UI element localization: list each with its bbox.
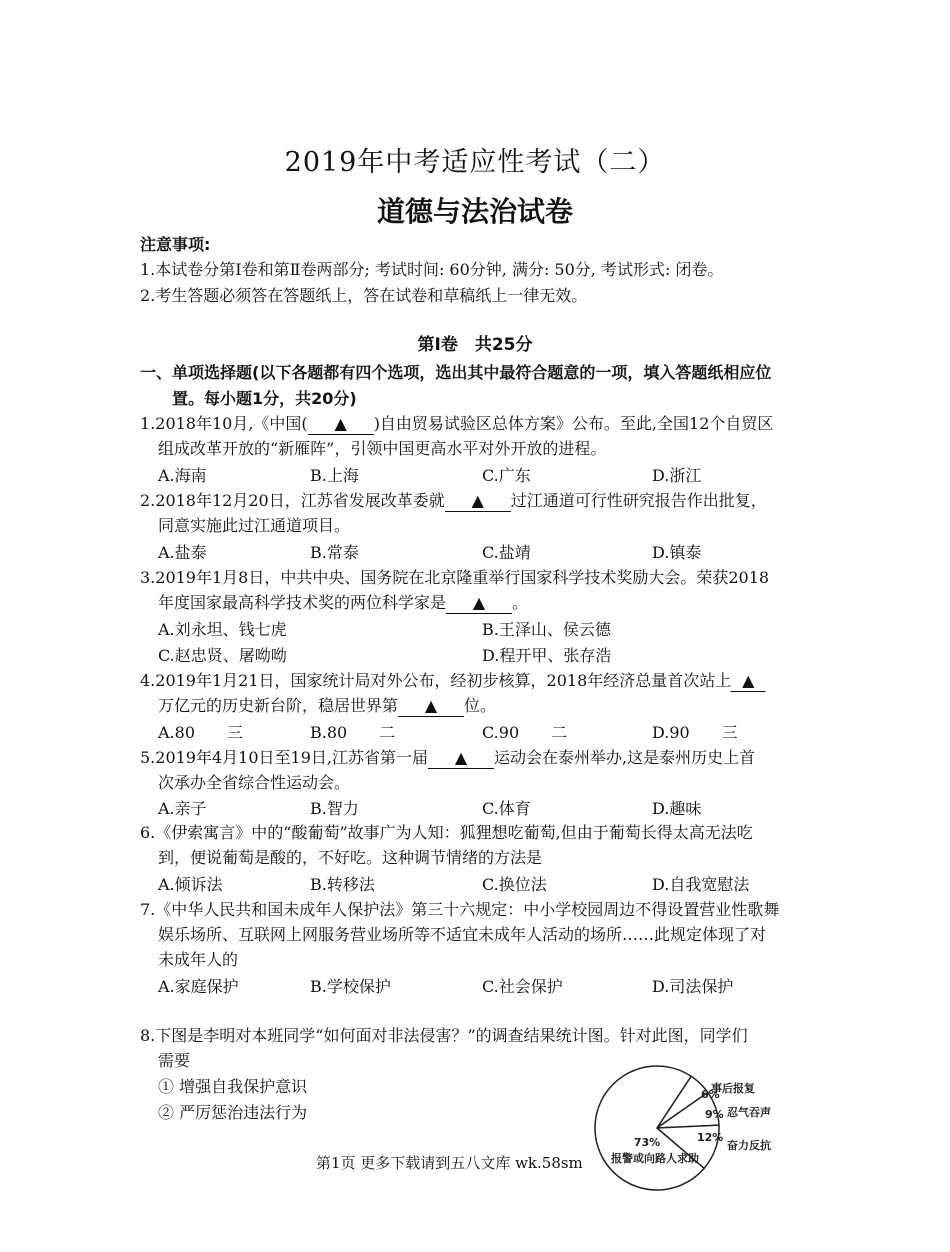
survey-pie-chart xyxy=(585,1048,810,1208)
answer-blank: ▲ xyxy=(446,593,512,614)
q2-option-d: D.镇泰 xyxy=(652,543,702,562)
q3-option-d: D.程开甲、张存浩 xyxy=(482,646,612,665)
note-2: 2.考生答题必须答在答题纸上，答在试卷和草稿纸上一律无效。 xyxy=(140,286,588,305)
pie-value-label: 9% xyxy=(705,1108,724,1121)
q7-option-c: C.社会保护 xyxy=(482,977,563,996)
answer-blank: ▲ xyxy=(428,748,494,769)
part-title-line2: 置。每小题1分，共20分) xyxy=(172,389,357,408)
answer-blank: ▲ xyxy=(731,671,765,692)
pie-value-label: 12% xyxy=(697,1131,724,1144)
exam-subject: 道德与法治试卷 xyxy=(376,195,573,228)
q7-option-a: A.家庭保护 xyxy=(158,977,239,996)
q6-option-d: D.自我宽慰法 xyxy=(652,875,750,894)
pie-category-label: 报警或向路人求助 xyxy=(611,1152,699,1165)
pie-category-label: 奋力反抗 xyxy=(727,1139,771,1152)
question-1-line2: 组成改革开放的“新雁阵”，引领中国更高水平对外开放的进程。 xyxy=(158,439,607,458)
q5-option-a: A.亲子 xyxy=(158,799,207,818)
q4-option-a: A.80 三 xyxy=(158,723,244,742)
question-8-line2: 需要 xyxy=(158,1051,191,1070)
exam-title: 2019年中考适应性考试（二） xyxy=(284,147,666,178)
q2-option-b: B.常泰 xyxy=(310,543,359,562)
answer-blank: ▲ xyxy=(398,696,464,717)
question-4-line1: 4.2019年1月21日，国家统计局对外公布，经初步核算，2018年经济总量首次站上 ▲ xyxy=(140,668,765,694)
q1-option-d: D.浙江 xyxy=(652,466,702,485)
q1-option-c: C.广东 xyxy=(482,466,531,485)
q1-option-a: A.海南 xyxy=(158,466,207,485)
pie-category-label: 事后报复 xyxy=(711,1082,755,1095)
answer-blank: ▲ xyxy=(445,491,511,512)
q5-option-c: C.体育 xyxy=(482,799,531,818)
section-heading: 第Ⅰ卷 共25分 xyxy=(417,335,533,355)
question-8-line1: 8.下图是李明对本班同学“如何面对非法侵害？”的调查结果统计图。针对此图，同学们 xyxy=(140,1026,748,1045)
question-5-line1: 5.2019年4月10日至19日,江苏省第一届 ▲ 运动会在泰州举办,这是泰州历史上首 xyxy=(140,748,756,767)
answer-blank: ▲ xyxy=(308,414,374,435)
pie-value-label: 6% xyxy=(701,1088,720,1101)
question-7-line1: 7.《中华人民共和国未成年人保护法》第三十六规定：中小学校园周边不得设置营业性歌舞 xyxy=(140,900,780,919)
question-3-line2: 年度国家最高科学技术奖的两位科学家是 ▲ 。 xyxy=(158,593,529,612)
question-7-line3: 未成年人的 xyxy=(158,950,239,969)
q6-option-c: C.换位法 xyxy=(482,875,547,894)
q4-option-d: D.90 三 xyxy=(652,723,738,742)
q7-option-b: B.学校保护 xyxy=(310,977,391,996)
question-2-line1: 2.2018年12月20日，江苏省发展改革委就 ▲ 过江通道可行性研究报告作出批复， xyxy=(140,491,767,510)
q5-option-b: B.智力 xyxy=(310,799,359,818)
question-4-line2: 万亿元的历史新台阶，稳居世界第 ▲ 位。 xyxy=(158,696,497,715)
pie-value-label: 73% xyxy=(633,1136,661,1149)
q3-option-c: C.赵忠贤、屠呦呦 xyxy=(158,646,287,665)
question-1-line1: 1.2018年10月,《中国( ▲ )自由贸易试验区总体方案》公布。至此,全国12个自贸区 xyxy=(140,414,774,433)
notes-heading: 注意事项: xyxy=(140,235,211,254)
note-1: 1.本试卷分第Ⅰ卷和第Ⅱ卷两部分; 考试时间: 60分钟, 满分: 50分, 考试形式: 闭卷。 xyxy=(140,260,724,279)
q2-option-c: C.盐靖 xyxy=(482,543,531,562)
question-5-line2: 次承办全省综合性运动会。 xyxy=(158,773,351,792)
question-2-line2: 同意实施此过江通道项目。 xyxy=(158,516,351,535)
question-7-line2: 娱乐场所、互联网上网服务营业场所等不适宜未成年人活动的场所……此规定体现了对 xyxy=(158,925,767,944)
q6-option-a: A.倾诉法 xyxy=(158,875,223,894)
pie-category-label: 忍气吞声 xyxy=(727,1106,771,1119)
q2-option-a: A.盐泰 xyxy=(158,543,207,562)
question-6-line1: 6.《伊索寓言》中的“酸葡萄”故事广为人知：狐狸想吃葡萄,但由于葡萄长得太高无法吃 xyxy=(140,823,753,842)
page-footer: 第1页 更多下载请到五八文库 wk.58sm xyxy=(316,1154,583,1172)
question-8-item-1: ① 增强自我保护意识 xyxy=(158,1077,308,1096)
question-6-line2: 到，便说葡萄是酸的，不好吃。这种调节情绪的方法是 xyxy=(158,848,543,867)
question-8-item-2: ② 严厉惩治违法行为 xyxy=(158,1103,308,1122)
q7-option-d: D.司法保护 xyxy=(652,977,734,996)
question-3-line1: 3.2019年1月8日，中共中央、国务院在北京隆重举行国家科学技术奖励大会。荣获2018 xyxy=(140,568,770,587)
q6-option-b: B.转移法 xyxy=(310,875,375,894)
q3-option-b: B.王泽山、侯云德 xyxy=(482,620,611,639)
q4-option-b: B.80 二 xyxy=(310,723,396,742)
q1-option-b: B.上海 xyxy=(310,466,359,485)
q5-option-d: D.趣味 xyxy=(652,799,702,818)
q3-option-a: A.刘永坦、钱七虎 xyxy=(158,620,287,639)
q4-option-c: C.90 二 xyxy=(482,723,568,742)
part-title-line1: 一、单项选择题(以下各题都有四个选项，选出其中最符合题意的一项，填入答题纸相应位 xyxy=(140,363,772,382)
